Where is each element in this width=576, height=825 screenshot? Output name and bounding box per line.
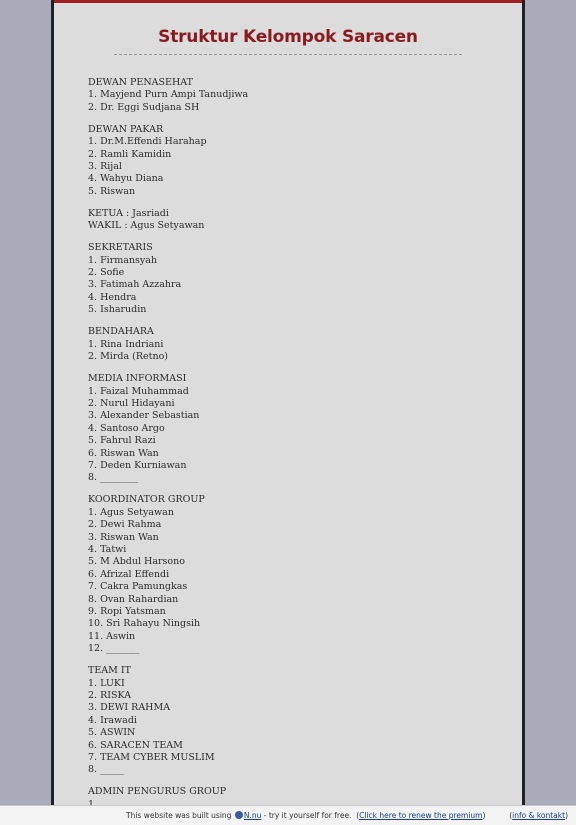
list-item: 2. RISKA [88, 690, 132, 702]
list-item: 12. _______ [88, 643, 140, 655]
list-item: 1. Agus Setyawan [88, 506, 174, 518]
list-item: 4. Hendra [88, 291, 137, 303]
list-item: 1. Mayjend Purn Ampi Tanudjiwa [88, 89, 249, 101]
section-heading: ADMIN PENGURUS GROUP [88, 786, 227, 798]
page-container [51, 0, 525, 825]
info-link-wrapper: (info & kontakt) [509, 811, 568, 820]
content-body [88, 77, 488, 821]
list-item: 1. Firmansyah [88, 254, 158, 266]
list-item: 7. TEAM CYBER MUSLIM [88, 752, 215, 764]
list-item: 2. Dewi Rahma [88, 519, 162, 531]
list-item: 3. Riswan Wan [88, 531, 159, 543]
list-item: 1. LUKI [88, 677, 125, 689]
globe-icon [235, 811, 243, 819]
list-item: 6. Riswan Wan [88, 447, 159, 459]
list-item: 11. Aswin [88, 630, 136, 642]
section-heading: DEWAN PAKAR [88, 123, 164, 135]
section [88, 326, 488, 363]
section-heading: MEDIA INFORMASI [88, 373, 187, 385]
list-item: 5. ASWIN [88, 727, 136, 739]
list-item: 3. Fatimah Azzahra [88, 279, 182, 291]
section [88, 242, 488, 316]
list-item: 4. Santoso Argo [88, 422, 165, 434]
list-item: 2. Ramli Kamidin [88, 148, 172, 160]
list-item: 5. M Abdul Harsono [88, 556, 185, 568]
section-heading: KETUA : Jasriadi [88, 207, 169, 219]
list-item: 3. Alexander Sebastian [88, 410, 200, 422]
list-item: 5. Riswan [88, 185, 136, 197]
page-title: Struktur Kelompok Saracen [158, 27, 418, 47]
footer-bar [0, 805, 576, 825]
list-item: 3. DEWI RAHMA [88, 702, 171, 714]
list-item: 1. Dr.M.Effendi Harahap [88, 136, 207, 148]
list-item: 8. ________ [88, 472, 139, 484]
list-item: 5. Isharudin [88, 304, 147, 316]
list-item: 4. Wahyu Diana [88, 173, 164, 185]
list-item: 8. _____ [88, 764, 124, 776]
footer-text: This website was built using N.nu - try it yourself for free. (Click here to renew the premium) [126, 811, 486, 820]
section [88, 77, 488, 114]
section [88, 208, 488, 233]
section [88, 665, 488, 777]
list-item: 9. Ropi Yatsman [88, 606, 166, 617]
list-item: 6. Afrizal Effendi [88, 568, 170, 580]
list-item: 3. Rijal [88, 161, 122, 173]
list-item: 1. Faizal Muhammad [88, 385, 189, 397]
list-item: 7. Cakra Pamungkas [88, 581, 188, 593]
list-item: 8. Ovan Rahardian [88, 593, 179, 605]
section [88, 494, 488, 655]
section [88, 124, 488, 198]
list-item: 2. Dr. Eggi Sudjana SH [88, 101, 200, 113]
top-accent-bar [54, 0, 522, 3]
brand-link[interactable]: N.nu [243, 811, 262, 820]
list-item: WAKIL : Agus Setyawan [88, 220, 205, 232]
footer-built-text: This website was built using [126, 811, 232, 820]
list-item: 10. Sri Rahayu Ningsih [88, 618, 201, 630]
title-divider [114, 54, 462, 55]
list-item: 6. SARACEN TEAM [88, 739, 183, 751]
footer-try-text: - try it yourself for free. [263, 811, 352, 820]
renew-premium-link[interactable]: Click here to renew the premium [359, 811, 483, 820]
list-item: 5. Fahrul Razi [88, 435, 156, 447]
list-item: 2. Nurul Hidayani [88, 397, 175, 409]
list-item: 7. Deden Kurniawan [88, 459, 187, 471]
section-heading: TEAM IT [88, 665, 131, 677]
section [88, 373, 488, 485]
section-heading: BENDAHARA [88, 326, 154, 338]
list-item: 2. Mirda (Retno) [88, 351, 168, 363]
section-heading: KOORDINATOR GROUP [88, 494, 205, 506]
list-item: 4. Tatwi [88, 543, 127, 555]
section-heading: SEKRETARIS [88, 242, 153, 254]
list-item: 2. Sofie [88, 267, 125, 279]
section-heading: DEWAN PENASEHAT [88, 77, 193, 88]
list-item: 1. Rina Indriani [88, 338, 164, 350]
list-item: 4. Irawadi [88, 714, 137, 726]
info-kontakt-link[interactable]: info & kontakt [512, 811, 566, 820]
